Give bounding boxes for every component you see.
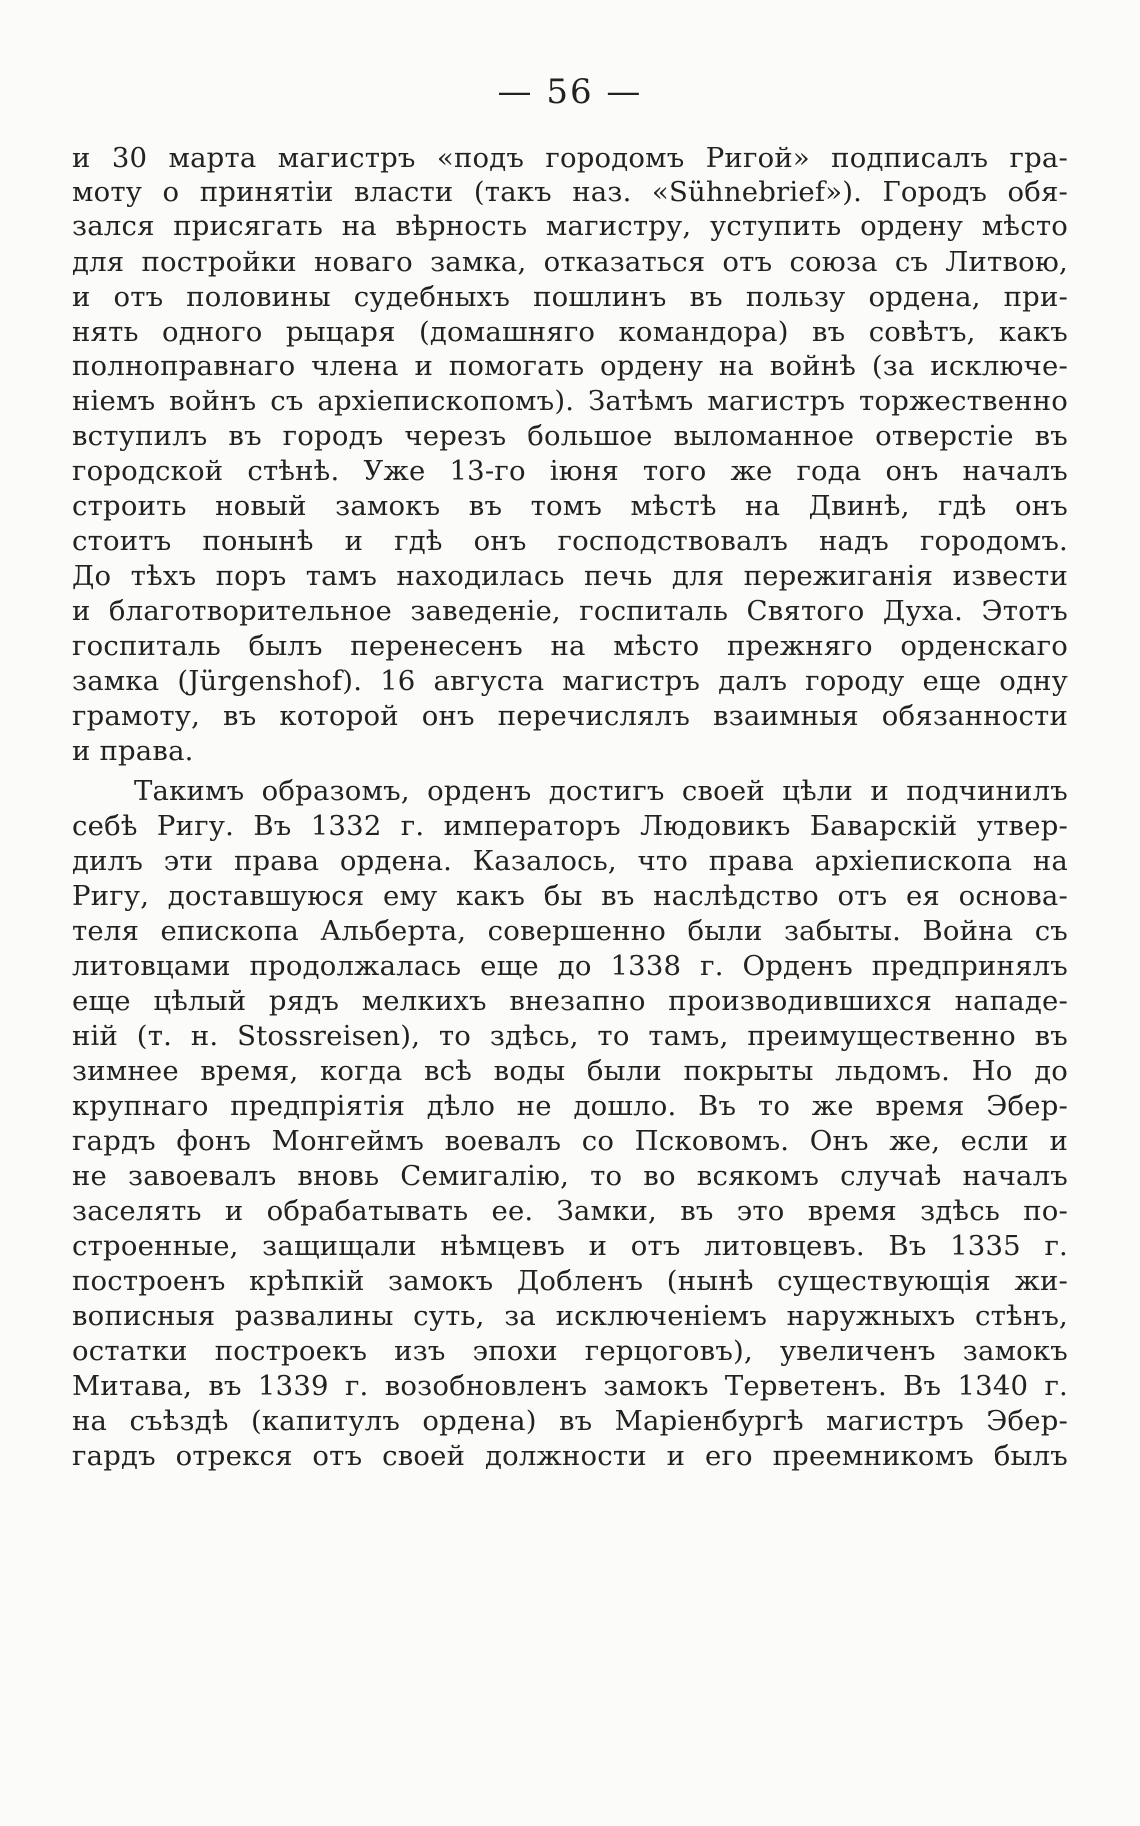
text-line: полноправнаго члена и помогать ордену на войнѣ (за исключе- (72, 350, 1068, 382)
text-line: остатки построекъ изъ эпохи герцоговъ), увеличенъ замокъ (72, 1335, 1068, 1367)
text-line: городской стѣнѣ. Уже 13-го іюня того же года онъ началъ (72, 455, 1068, 487)
text-line: ніемъ войнъ съ архіепископомъ). Затѣмъ магистръ торжественно (72, 385, 1068, 417)
text-line: литовцами продолжалась еще до 1338 г. Орденъ предпринялъ (72, 950, 1068, 982)
text-line: госпиталь былъ перенесенъ на мѣсто прежняго орденскаго (72, 630, 1068, 662)
text-line: и отъ половины судебныхъ пошлинъ въ пользу ордена, при- (72, 281, 1068, 313)
text-line: дилъ эти права ордена. Казалось, что права архіепископа на (72, 845, 1068, 877)
text-line: зимнее время, когда всѣ воды были покрыты льдомъ. Но до (72, 1055, 1068, 1087)
text-line: строенные, защищали нѣмцевъ и отъ литовцевъ. Въ 1335 г. (72, 1230, 1068, 1262)
text-line: гардъ отрекся отъ своей должности и его преемникомъ былъ (72, 1440, 1068, 1472)
text-line: себѣ Ригу. Въ 1332 г. императоръ Людовикъ Баварскій утвер- (72, 810, 1068, 842)
text-line: зался присягать на вѣрность магистру, уступить ордену мѣсто (72, 210, 1068, 242)
text-line: и благотворительное заведеніе, госпиталь Святого Духа. Этотъ (72, 595, 1068, 627)
text-line: Ригу, доставшуюся ему какъ бы въ наслѣдство отъ ея основа- (72, 880, 1068, 912)
text-line: гардъ фонъ Монгеймъ воевалъ со Псковомъ. Онъ же, если и (72, 1125, 1068, 1157)
text-line: нять одного рыцаря (домашняго командора) въ совѣтъ, какъ (72, 316, 1068, 348)
text-line: вописныя развалины суть, за исключеніемъ наружныхъ стѣнъ, (72, 1300, 1068, 1332)
text-line: замка (Jürgenshof). 16 августа магистръ далъ городу еще одну (72, 665, 1068, 697)
text-line: стоитъ понынѣ и гдѣ онъ господствовалъ надъ городомъ. (72, 525, 1068, 557)
text-line: и 30 марта магистръ «подъ городомъ Ригой» подписалъ гра- (72, 142, 1068, 174)
text-line: для постройки новаго замка, отказаться отъ союза съ Литвою, (72, 246, 1068, 278)
text-line: и права. (72, 735, 194, 767)
text-line: грамоту, въ которой онъ перечислялъ взаимныя обязанности (72, 700, 1068, 732)
text-line: еще цѣлый рядъ мелкихъ внезапно производившихся нападе- (72, 985, 1068, 1017)
text-line: не завоевалъ вновь Семигалію, то во всякомъ случаѣ началъ (72, 1160, 1068, 1192)
paragraph-first-line: Такимъ образомъ, орденъ достигъ своей цѣли и подчинилъ (134, 775, 1068, 807)
text-line: крупнаго предпріятія дѣло не дошло. Въ то же время Эбер- (72, 1090, 1068, 1122)
text-line: моту о принятіи власти (такъ наз. «Sühnebrief»). Городъ обя- (72, 176, 1068, 208)
text-line: заселять и обрабатывать ее. Замки, въ это время здѣсь по- (72, 1195, 1068, 1227)
text-line: построенъ крѣпкій замокъ Добленъ (нынѣ существующія жи- (72, 1265, 1068, 1297)
text-line: Митава, въ 1339 г. возобновленъ замокъ Терветенъ. Въ 1340 г. (72, 1370, 1068, 1402)
text-line: теля епископа Альберта, совершенно были забыты. Война съ (72, 915, 1068, 947)
text-line: на съѣздѣ (капитулъ ордена) въ Маріенбургѣ магистръ Эбер- (72, 1405, 1068, 1437)
text-line: До тѣхъ поръ тамъ находилась печь для пережиганія извести (72, 560, 1068, 592)
page-number: — 56 — (497, 72, 643, 112)
text-line: ній (т. н. Stossreisen), то здѣсь, то тамъ, преимущественно въ (72, 1020, 1068, 1052)
text-line: вступилъ въ городъ черезъ большое выломанное отверстіе въ (72, 420, 1068, 452)
text-line: строить новый замокъ въ томъ мѣстѣ на Двинѣ, гдѣ онъ (72, 490, 1068, 522)
